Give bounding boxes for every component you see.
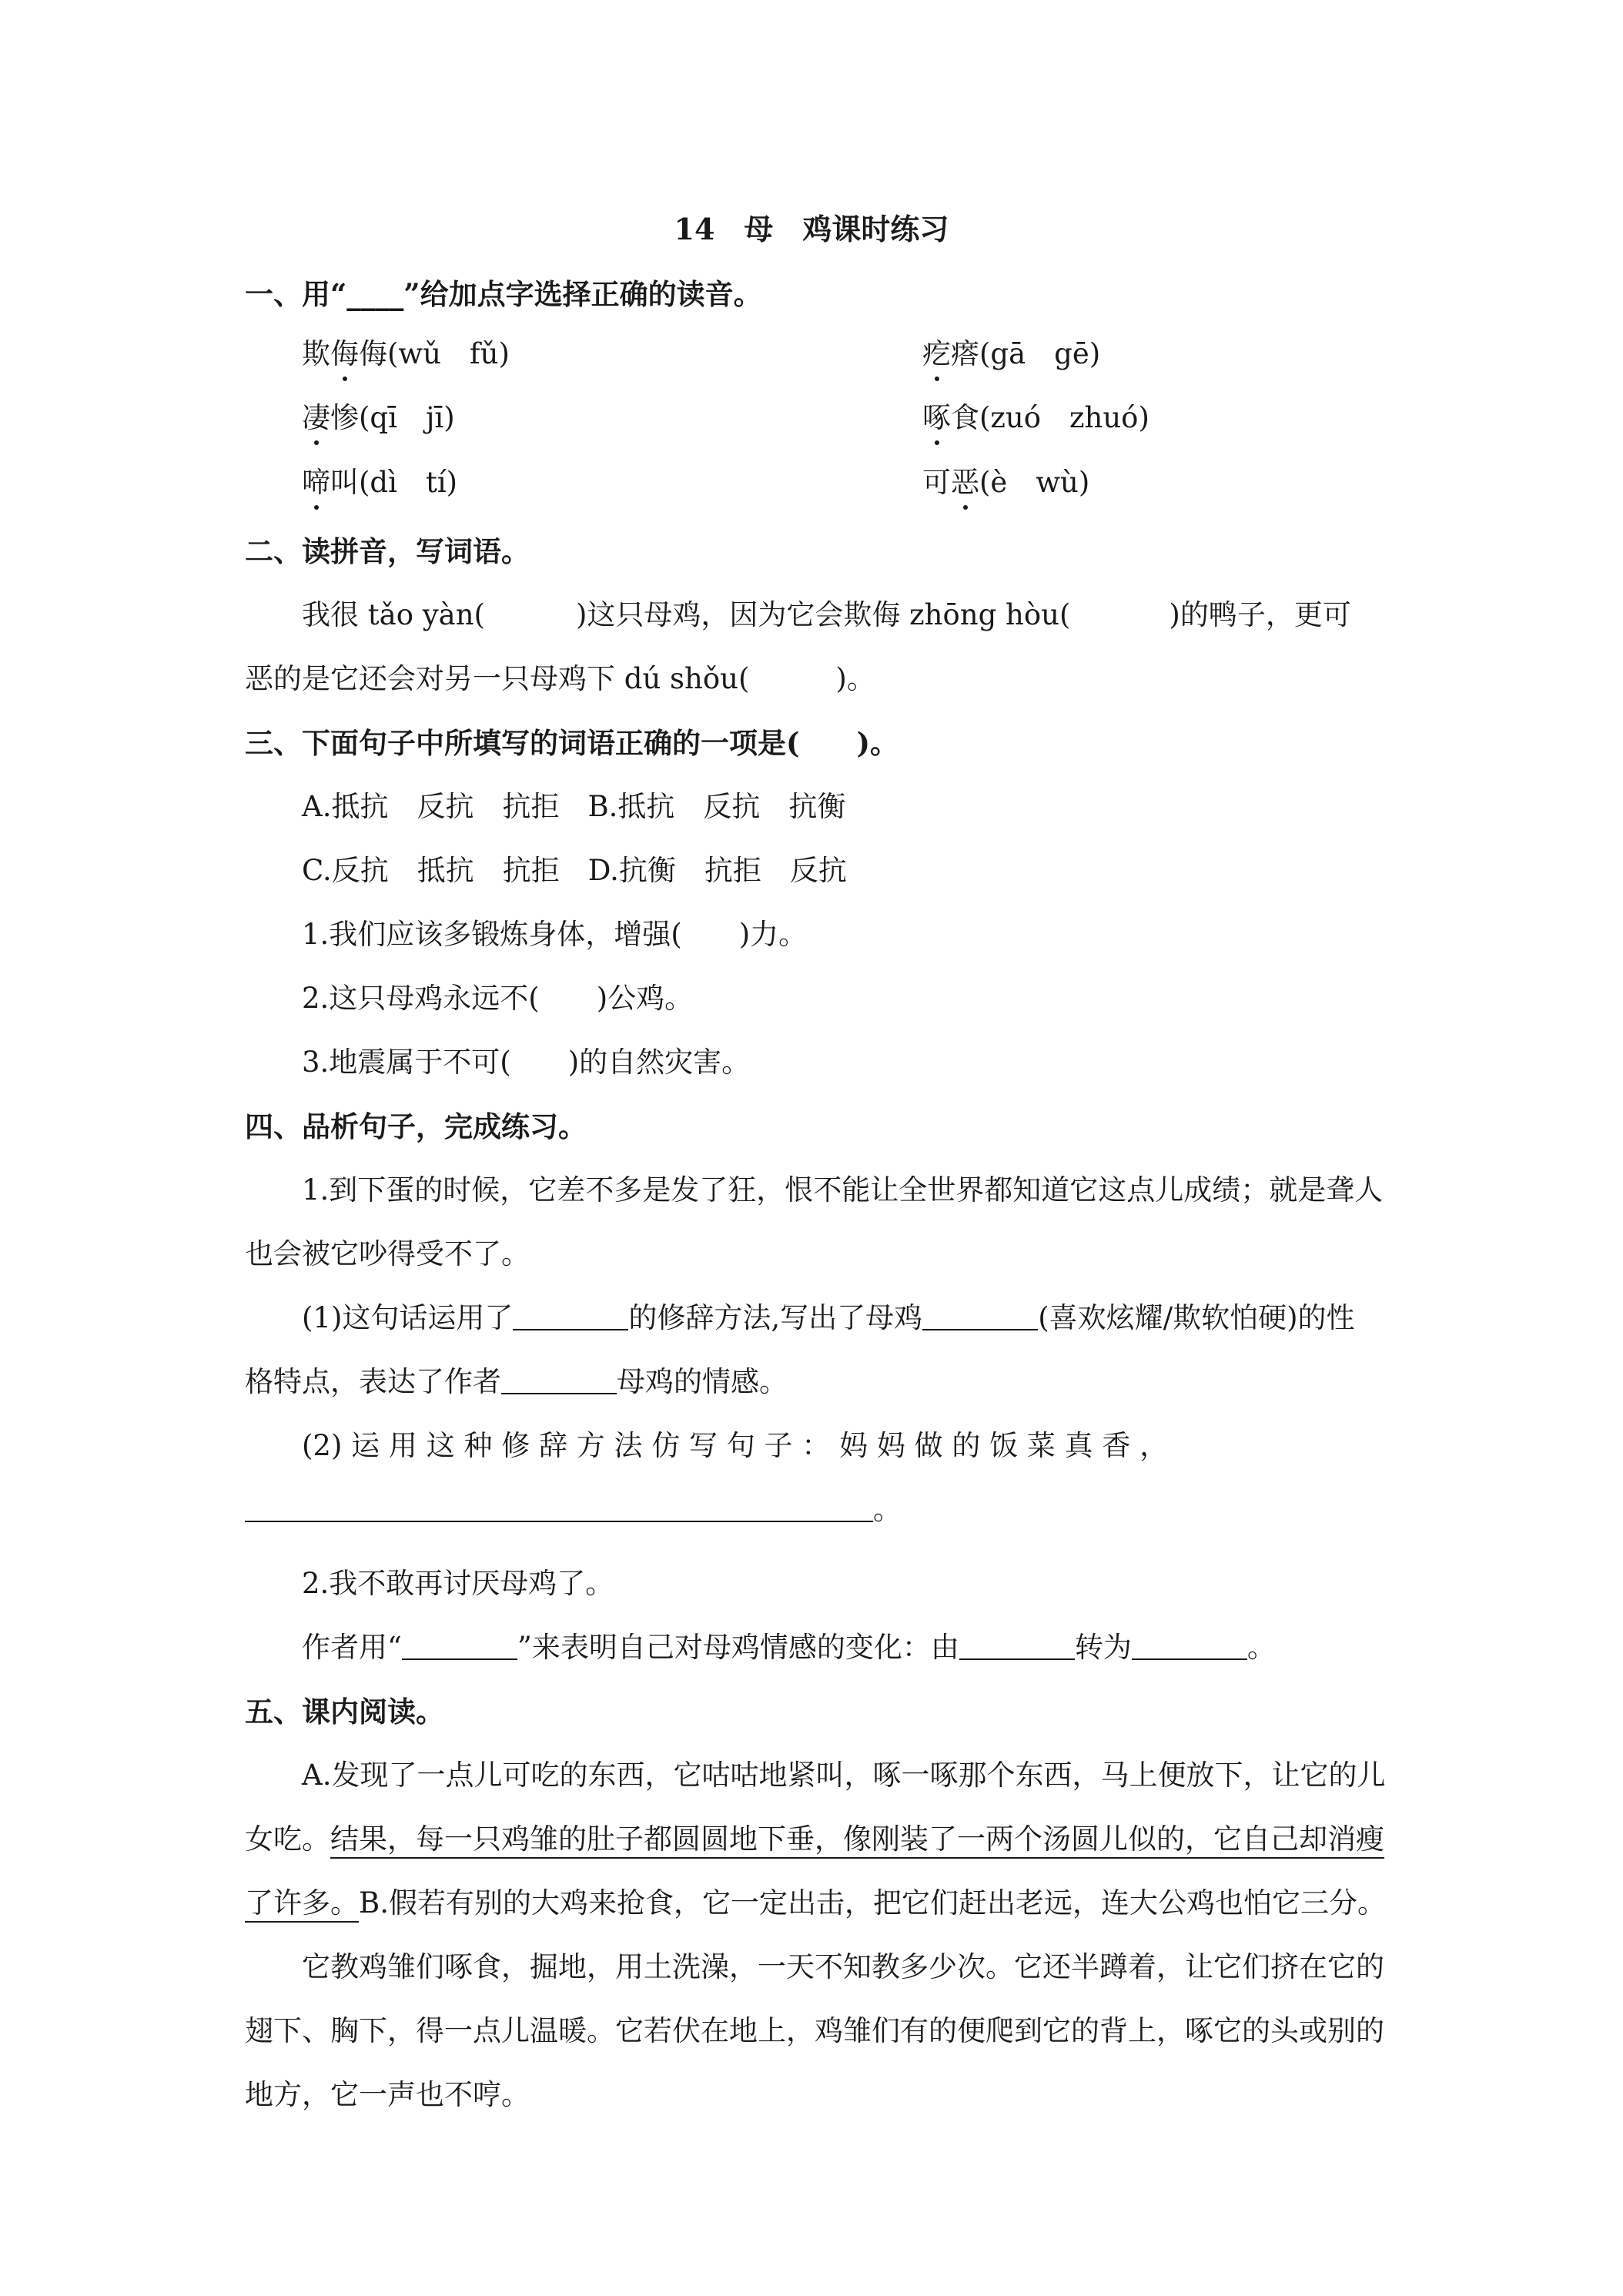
passage-4-2: 2.我不敢再讨厌母鸡了。	[302, 1567, 614, 1600]
reading-line-6: 地方，它一声也不哼。	[245, 2078, 530, 2111]
reading-line-1: A.发现了一点儿可吃的东西，它咕咕地紧叫，啄一啄那个东西，马上便放下，让它的儿	[302, 1759, 1386, 1792]
pinyin-item: 啼叫(dì tí)	[302, 466, 457, 499]
options-ab: A.抵抗 反抗 抗拒 B.抵抗 反抗 抗衡	[302, 790, 846, 823]
section-2-line-1: 我很 tǎo yàn( )这只母鸡，因为它会欺侮 zhōng hòu( )的鸭子，更可	[302, 598, 1351, 631]
pinyin-row-3	[302, 464, 1449, 502]
pinyin-item: 疙瘩(gā gē)	[922, 335, 1100, 373]
underlined-sentence: 结果，每一只鸡雏的肚子都圆圆地下垂，像刚装了一两个汤圆儿似的，它自己却消瘦	[330, 1822, 1384, 1859]
question-4-3: 作者用“ ”来表明自己对母鸡情感的变化：由 转为 。	[302, 1631, 1276, 1664]
dotted-char: 啼	[302, 464, 330, 502]
pinyin-row-1	[302, 335, 1449, 373]
underlined-sentence-end: 了许多。	[245, 1886, 359, 1923]
page-title: 14 母 鸡课时练习	[674, 212, 949, 246]
answer-blank[interactable]	[402, 1631, 517, 1660]
passage-4-1b: 也会被它吵得受不了。	[245, 1237, 530, 1270]
dotted-char: 疙	[922, 335, 951, 373]
dotted-char: 凄	[302, 399, 330, 437]
answer-blank[interactable]	[501, 1365, 617, 1394]
question-3-1: 1.我们应该多锻炼身体，增强( )力。	[302, 918, 808, 951]
pinyin-item: 啄食(zuó zhuó)	[922, 399, 1149, 437]
question-3-3: 3.地震属于不可( )的自然灾害。	[302, 1046, 751, 1079]
section-5-heading: 五、课内阅读。	[245, 1695, 444, 1729]
answer-blank[interactable]	[245, 1493, 873, 1522]
pinyin-item: 欺侮侮(wǔ fǔ)	[302, 337, 510, 370]
passage-4-1a: 1.到下蛋的时候，它差不多是发了狂，恨不能让全世界都知道它这点儿成绩；就是聋人	[302, 1173, 1384, 1207]
answer-blank[interactable]	[513, 1301, 628, 1330]
question-4-2: (2) 运 用 这 种 修 辞 方 法 仿 写 句 子 ： 妈 妈 做 的 饭 菜 真 香 ，	[302, 1429, 1169, 1462]
pinyin-row-2	[302, 399, 1449, 437]
section-1-heading-pre: 一、用“	[245, 277, 347, 311]
answer-blank[interactable]	[922, 1301, 1038, 1330]
pinyin-item: 可恶(è wù)	[922, 464, 1089, 502]
answer-blank[interactable]	[959, 1631, 1075, 1660]
section-1-heading-blank: ____	[346, 277, 404, 311]
answer-blank[interactable]	[1132, 1631, 1247, 1660]
section-2-heading: 二、读拼音，写词语。	[245, 534, 530, 568]
reading-line-4: 它教鸡雏们啄食，掘地，用土洗澡，一天不知教多少次。它还半蹲着，让它们挤在它的	[302, 1950, 1384, 1983]
reading-line-2: 女吃。结果，每一只鸡雏的肚子都圆圆地下垂，像刚装了一两个汤圆儿似的，它自己却消瘦	[245, 1820, 1392, 1859]
section-2-line-2: 恶的是它还会对另一只母鸡下 dú shǒu( )。	[245, 662, 875, 695]
question-3-2: 2.这只母鸡永远不( )公鸡。	[302, 982, 694, 1015]
question-4-1-line-1: (1)这句话运用了 的修辞方法,写出了母鸡 (喜欢炫耀/欺软怕硬)的性	[302, 1301, 1355, 1334]
section-1-heading-post: ”给加点字选择正确的读音。	[403, 277, 762, 311]
section-4-heading: 四、品析句子，完成练习。	[245, 1110, 587, 1143]
dotted-char: 啄	[922, 399, 951, 437]
dotted-char: 侮	[330, 335, 359, 373]
options-cd: C.反抗 抵抗 抗拒 D.抗衡 抗拒 反抗	[302, 854, 847, 887]
reading-line-5: 翅下、胸下，得一点儿温暖。它若伏在地上，鸡雏们有的便爬到它的背上，啄它的头或别的	[245, 2014, 1384, 2047]
section-3-heading: 三、下面句子中所填写的词语正确的一项是( )。	[245, 726, 899, 760]
question-4-2-answer-line: 。	[245, 1491, 1392, 1529]
reading-line-3: 了许多。B.假若有别的大鸡来抢食，它一定出击，把它们赶出老远，连大公鸡也怕它三分。	[245, 1884, 1392, 1923]
pinyin-item: 凄惨(qī jī)	[302, 401, 455, 434]
dotted-char: 恶	[951, 464, 979, 502]
question-4-1-line-2: 格特点，表达了作者 母鸡的情感。	[245, 1365, 788, 1398]
section-1-heading	[245, 275, 1392, 313]
